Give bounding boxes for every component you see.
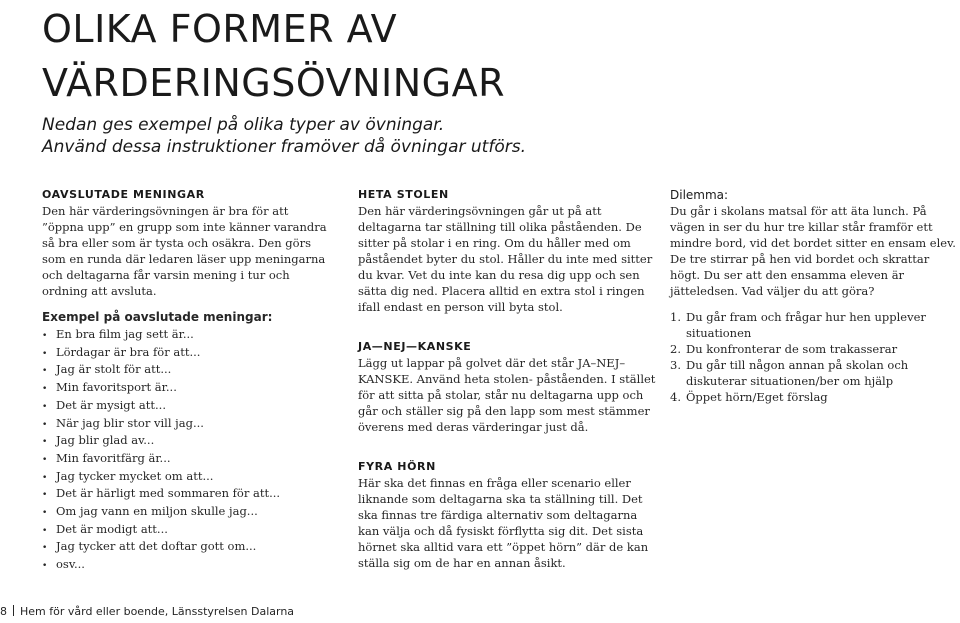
section-heading-oavslutade: OAVSLUTADE MENINGAR bbox=[42, 188, 205, 201]
section-body-ja-nej-kanske: Lägg ut lappar på golvet där det står JA–NEJ–KANSKE. Använd heta stolen- påståenden. I stället för att sitta på stolar, står nu deltagarna upp och går och ställer sig på den lapp som mest stämmer överens med deras värderingar just då. bbox=[358, 356, 656, 434]
footer-text: Hem för vård eller boende, Länsstyrelsen Dalarna bbox=[20, 605, 295, 618]
bullet-dot: • bbox=[42, 437, 48, 448]
option-number: 2. bbox=[670, 342, 681, 356]
examples-subheading: Exempel på oavslutade meningar: bbox=[42, 310, 273, 324]
section-heading-fyra-horn: FYRA HÖRN bbox=[358, 460, 436, 473]
bullet-text: Det är mysigt att... bbox=[56, 397, 166, 412]
bullet-text: Min favoritfärg är... bbox=[56, 450, 171, 465]
dilemma-option bbox=[670, 389, 958, 405]
examples-list-item bbox=[42, 539, 332, 557]
title-line-2: VÄRDERINGSÖVNINGAR bbox=[42, 61, 505, 105]
bullet-dot: • bbox=[42, 472, 48, 483]
option-text: Öppet hörn/Eget förslag bbox=[686, 390, 828, 404]
examples-list-item bbox=[42, 451, 332, 469]
bullet-dot: • bbox=[42, 419, 48, 430]
examples-list-item bbox=[42, 380, 332, 398]
examples-list-item bbox=[42, 416, 332, 434]
section-body-fyra-horn: Här ska det finnas en fråga eller scenario eller liknande som deltagarna ska ta ställning till. Det ska finnas tre färdiga alternativ som deltagarna kan välja och då fysiskt förflytta sig dit. Det sista hörnet ska alltid vara ett ”öppet hörn” där de kan ställa sig om de har en annan åsikt. bbox=[358, 476, 649, 570]
bullet-text: Min favoritsport är... bbox=[56, 380, 177, 395]
dilemma-option bbox=[670, 341, 958, 357]
bullet-dot: • bbox=[42, 401, 48, 412]
bullet-text: osv... bbox=[56, 557, 85, 572]
intro-line-1: Nedan ges exempel på olika typer av övningar. bbox=[42, 115, 445, 135]
bullet-text: Jag tycker mycket om att... bbox=[56, 468, 214, 483]
dilemma-option bbox=[670, 309, 958, 341]
page-title bbox=[42, 2, 505, 110]
bullet-text: Jag är stolt för att... bbox=[56, 362, 172, 377]
option-text: Du konfronterar de som trakasserar bbox=[686, 342, 898, 356]
option-text: Du går fram och frågar hur hen upplever situationen bbox=[686, 310, 926, 340]
dilemma-options-list bbox=[670, 309, 958, 405]
section-heading-heta-stolen: HETA STOLEN bbox=[358, 188, 449, 201]
examples-list-item bbox=[42, 345, 332, 363]
option-text: Du går till någon annan på skolan och diskuterar situationen/ber om hjälp bbox=[686, 358, 909, 388]
examples-list-item bbox=[42, 433, 332, 451]
bullet-dot: • bbox=[42, 348, 48, 359]
dilemma-option bbox=[670, 357, 958, 389]
examples-list-item bbox=[42, 504, 332, 522]
bullet-text: Jag tycker att det doftar gott om... bbox=[56, 539, 257, 554]
section-body-heta-stolen: Den här värderingsövningen går ut på att deltagarna tar ställning till olika påståenden. De sitter på stolar i en ring. Om du håller med om påståendet byter du stol. Håller du inte med sitter du kvar. Vet du inte kan du resa dig upp och sen sätta dig ned. Placera alltid en extra stol i ringen ifall endast en person vill byta stol. bbox=[358, 204, 653, 314]
bullet-text: När jag blir stor vill jag... bbox=[56, 415, 204, 430]
bullet-dot: • bbox=[42, 561, 48, 572]
intro-line-2: Använd dessa instruktioner framöver då övningar utförs. bbox=[42, 137, 526, 157]
column-exercises bbox=[358, 187, 658, 571]
examples-list bbox=[42, 327, 332, 575]
dilemma-body: Du går i skolans matsal för att äta lunch. På vägen in ser du hur tre killar står framför ett mindre bord, vid det bordet sitter en ensam elev. De tre stirrar på hen vid bordet och skrattar högt. Du ser att den ensamma eleven är jätteledsen. Vad väljer du att göra? bbox=[670, 204, 956, 298]
title-line-1: OLIKA FORMER AV bbox=[42, 7, 398, 51]
bullet-dot: • bbox=[42, 331, 48, 341]
examples-list-item bbox=[42, 469, 332, 487]
page-footer bbox=[0, 605, 294, 619]
bullet-dot: • bbox=[42, 543, 48, 554]
option-number: 4. bbox=[670, 390, 681, 404]
section-body-oavslutade: Den här värderingsövningen är bra för att ”öppna upp” en grupp som inte känner varandra så bra eller som är tysta och osäkra. Den görs som en runda där ledaren läser upp meningarna och deltagarna får varsin mening i tur och ordning att avsluta. bbox=[42, 204, 327, 298]
column-dilemma bbox=[670, 187, 958, 405]
examples-list-item bbox=[42, 327, 332, 345]
examples-list-item bbox=[42, 557, 332, 575]
bullet-dot: • bbox=[42, 366, 48, 377]
bullet-dot: • bbox=[42, 490, 48, 501]
bullet-text: Det är modigt att... bbox=[56, 521, 168, 536]
bullet-dot: • bbox=[42, 508, 48, 519]
bullet-text: Det är härligt med sommaren för att... bbox=[56, 486, 281, 501]
page-number: 8 bbox=[0, 605, 7, 618]
option-number: 3. bbox=[670, 358, 681, 372]
bullet-dot: • bbox=[42, 525, 48, 536]
examples-list-item bbox=[42, 362, 332, 380]
bullet-text: Om jag vann en miljon skulle jag... bbox=[56, 504, 258, 519]
bullet-text: Jag blir glad av... bbox=[56, 433, 155, 448]
bullet-dot: • bbox=[42, 454, 48, 465]
column-oavslutade-meningar bbox=[42, 187, 332, 575]
examples-list-item bbox=[42, 522, 332, 540]
bullet-dot: • bbox=[42, 384, 48, 395]
examples-list-item bbox=[42, 486, 332, 504]
bullet-text: Lördagar är bra för att... bbox=[56, 344, 201, 359]
intro-text bbox=[42, 114, 526, 158]
section-heading-ja-nej-kanske: JA—NEJ—KANSKE bbox=[358, 340, 472, 353]
bullet-text: En bra film jag sett är... bbox=[56, 327, 194, 341]
examples-list-item bbox=[42, 398, 332, 416]
dilemma-heading: Dilemma: bbox=[670, 188, 729, 202]
footer-divider bbox=[13, 605, 14, 616]
option-number: 1. bbox=[670, 310, 681, 324]
